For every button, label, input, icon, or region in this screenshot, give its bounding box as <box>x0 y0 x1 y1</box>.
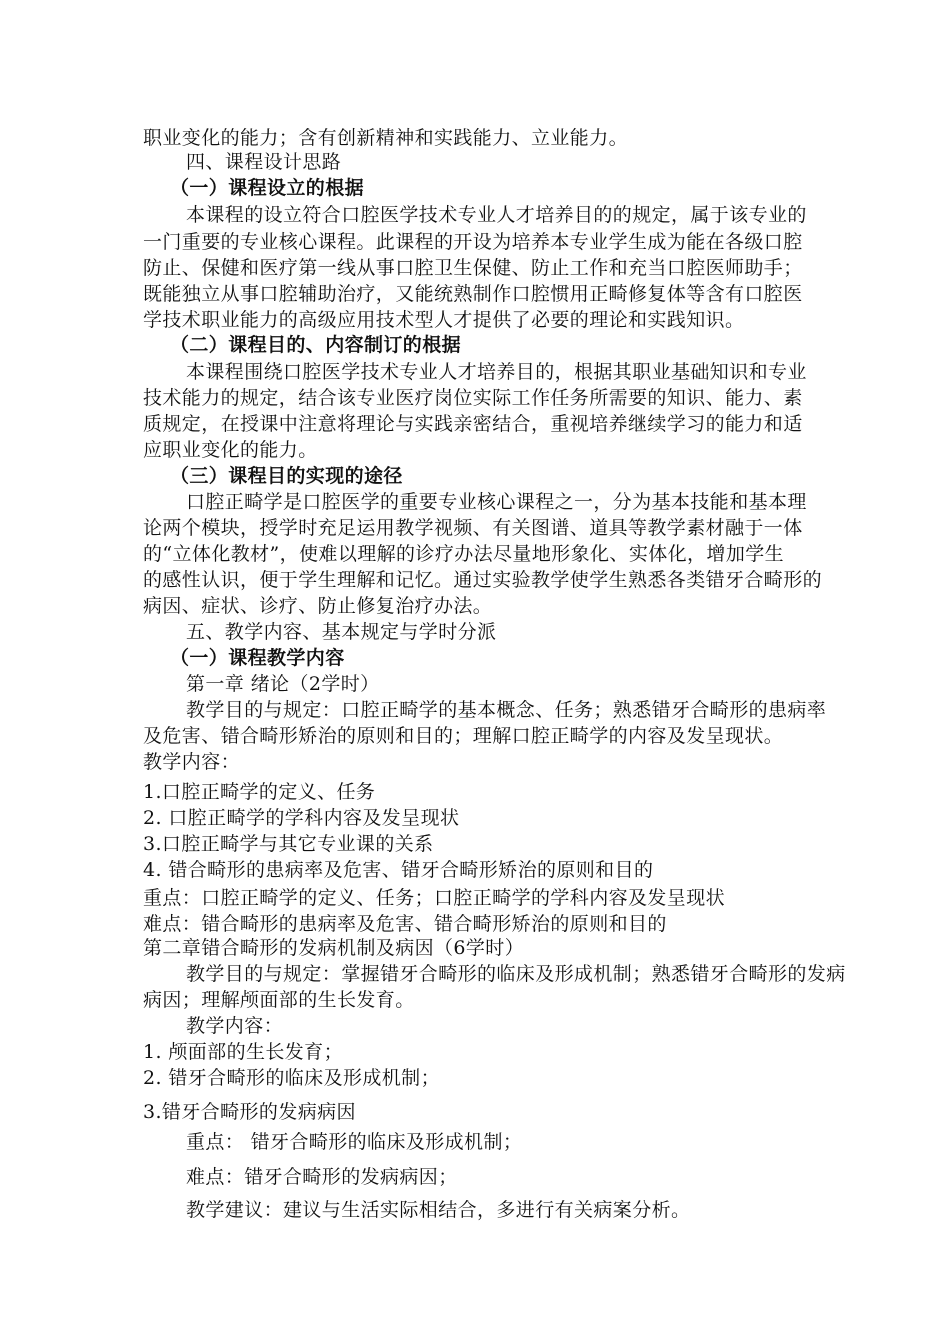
list-item: 1. 颅面部的生长发育； <box>143 1041 343 1063</box>
text-line: 病因、症状、诊疗、防止修复治疗办法。 <box>143 595 493 617</box>
key-point: 重点：口腔正畸学的定义、任务；口腔正畸学的学科内容及发呈现状 <box>143 887 726 909</box>
text-line: 质规定，在授课中注意将理论与实践亲密结合，重视培养继续学习的能力和适 <box>143 413 803 435</box>
text-line: 既能独立从事口腔辅助治疗，又能统熟制作口腔惯用正畸修复体等含有口腔医 <box>143 283 803 305</box>
text-line: 本课程围绕口腔医学技术专业人才培养目的，根据其职业基础知识和专业 <box>186 361 807 383</box>
text-line: 的感性认识，便于学生理解和记忆。通过实验教学使学生熟悉各类错牙合畸形的 <box>143 569 823 591</box>
subsection-heading: （二）课程目的、内容制订的根据 <box>170 334 462 356</box>
difficult-point: 难点：错合畸形的患病率及危害、错合畸形矫治的原则和目的 <box>143 913 667 935</box>
subsection-heading: （一）课程设立的根据 <box>170 177 365 199</box>
list-item: 3.错牙合畸形的发病病因 <box>143 1101 356 1123</box>
text-line: 防止、保健和医疗第一线从事口腔卫生保健、防止工作和充当口腔医师助手； <box>143 257 803 279</box>
difficult-point: 难点：错牙合畸形的发病病因； <box>186 1166 458 1188</box>
text-line: 论两个模块，授学时充足运用教学视频、有关图谱、道具等教学素材融于一体 <box>143 517 803 539</box>
subsection-heading: （一）课程教学内容 <box>170 647 345 669</box>
content-label: 教学内容： <box>186 1015 284 1037</box>
text-line: 教学目的与规定：掌握错牙合畸形的临床及形成机制；熟悉错牙合畸形的发病 <box>186 963 846 985</box>
text-line: 本课程的设立符合口腔医学技术专业人才培养目的的规定，属于该专业的 <box>186 204 807 226</box>
text-line: 及危害、错合畸形矫治的原则和目的；理解口腔正畸学的内容及发呈现状。 <box>143 725 784 747</box>
text-line: 口腔正畸学是口腔医学的重要专业核心课程之一，分为基本技能和基本理 <box>186 491 807 513</box>
text-line: 病因；理解颅面部的生长发育。 <box>143 989 415 1011</box>
text-line: 的“立体化教材”，使难以理解的诊疗办法尽量地形象化、实体化，增加学生 <box>143 543 785 565</box>
subsection-heading: （三）课程目的实现的途径 <box>170 465 403 487</box>
text-line: 学技术职业能力的高级应用技术型人才提供了必要的理论和实践知识。 <box>143 309 745 331</box>
list-item: 2. 口腔正畸学的学科内容及发呈现状 <box>143 807 460 829</box>
chapter-title: 第二章错合畸形的发病机制及病因（6学时） <box>143 937 525 959</box>
list-item: 2. 错牙合畸形的临床及形成机制； <box>143 1067 440 1089</box>
key-point: 重点： 错牙合畸形的临床及形成机制； <box>186 1131 523 1153</box>
list-item: 1.口腔正畸学的定义、任务 <box>143 781 376 803</box>
text-line: 应职业变化的能力。 <box>143 439 318 461</box>
chapter-title: 第一章 绪论（2学时） <box>186 673 380 695</box>
text-line: 教学目的与规定：口腔正畸学的基本概念、任务；熟悉错牙合畸形的患病率 <box>186 699 827 721</box>
content-label: 教学内容： <box>143 751 241 773</box>
text-line: 职业变化的能力；含有创新精神和实践能力、立业能力。 <box>143 127 629 149</box>
list-item: 4. 错合畸形的患病率及危害、错牙合畸形矫治的原则和目的 <box>143 859 654 881</box>
text-line: 一门重要的专业核心课程。此课程的开设为培养本专业学生成为能在各级口腔 <box>143 231 803 253</box>
section-heading: 五、教学内容、基本规定与学时分派 <box>186 621 497 643</box>
section-heading: 四、课程设计思路 <box>186 151 342 173</box>
teaching-suggestion: 教学建议：建议与生活实际相结合，多进行有关病案分析。 <box>186 1199 691 1221</box>
list-item: 3.口腔正畸学与其它专业课的关系 <box>143 833 434 855</box>
text-line: 技术能力的规定，结合该专业医疗岗位实际工作任务所需要的知识、能力、素 <box>143 387 803 409</box>
